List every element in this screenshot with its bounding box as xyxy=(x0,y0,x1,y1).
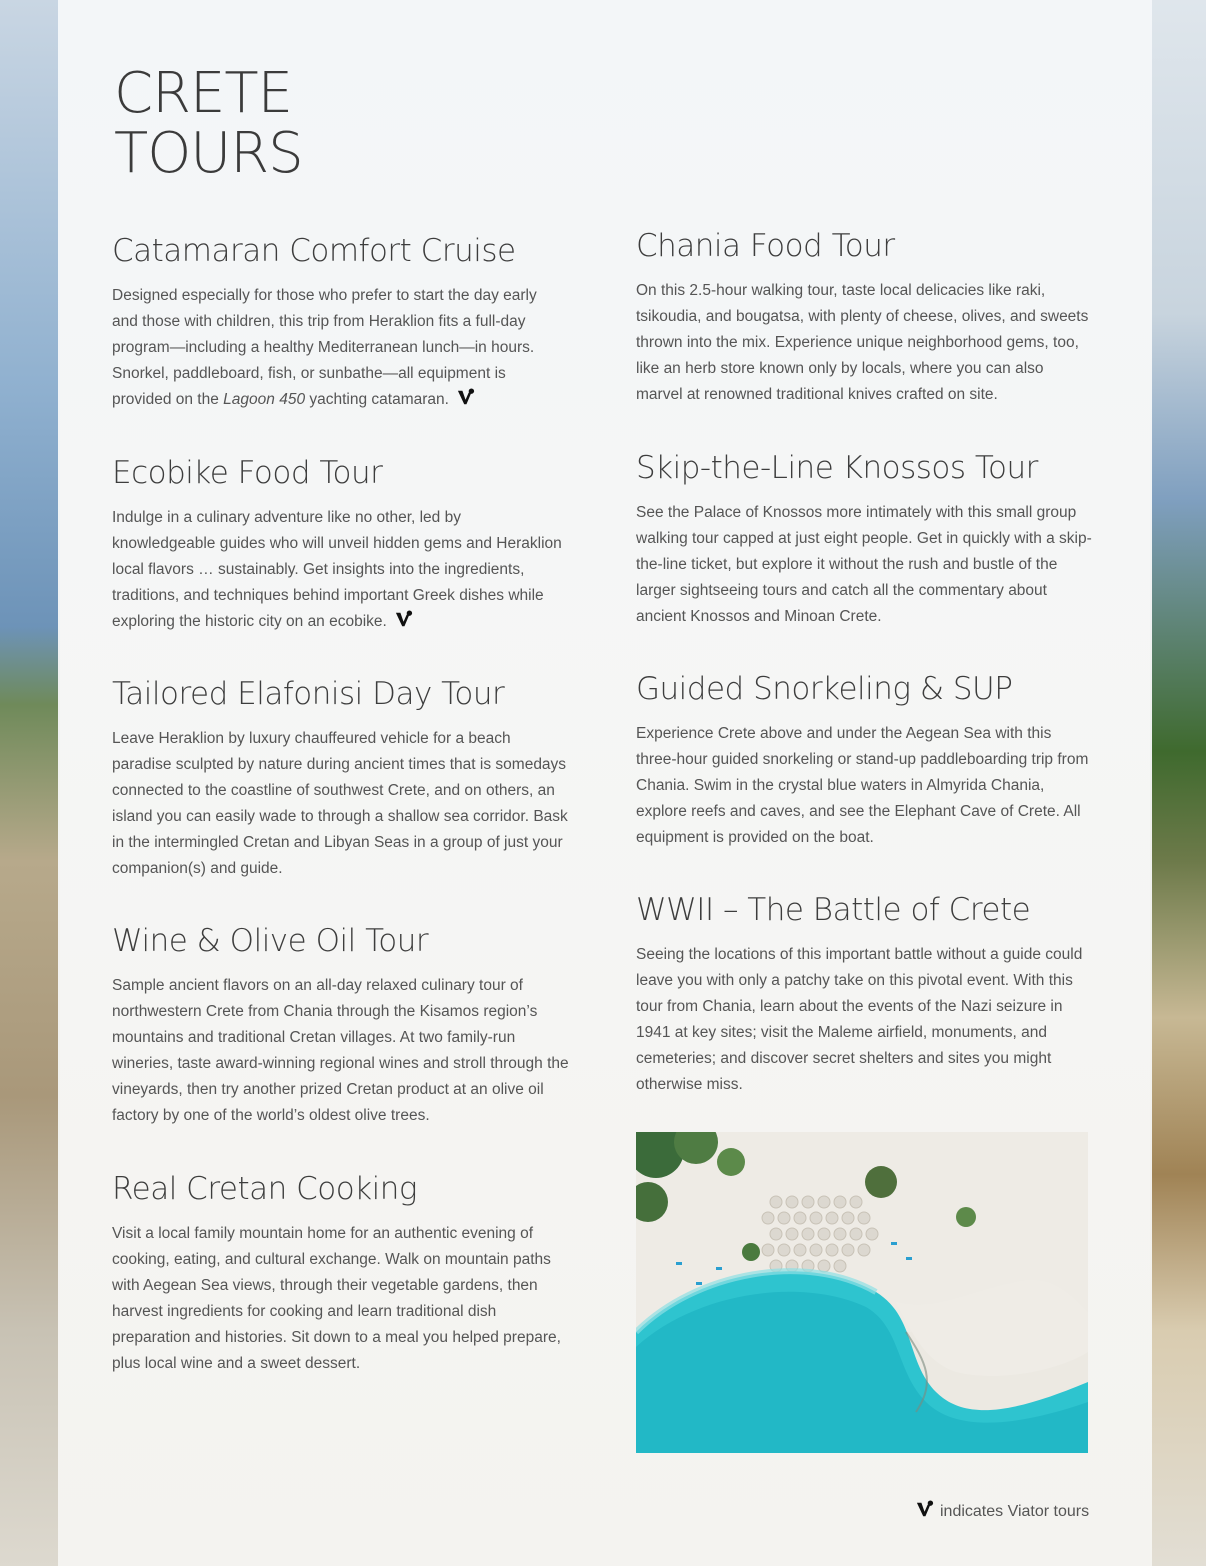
viator-logo-icon xyxy=(395,610,413,628)
background-scenery-left xyxy=(0,0,60,1566)
viator-legend xyxy=(916,1500,1089,1521)
viator-logo-icon xyxy=(916,1500,934,1518)
viator-logo-icon xyxy=(457,388,475,406)
tour-wwii-battle-of-crete xyxy=(636,892,1092,1098)
tour-title: Wine & Olive Oil Tour xyxy=(112,923,429,959)
tour-tailored-elafonisi-day-tour xyxy=(112,676,572,882)
page-title-line1: CRETE xyxy=(114,61,292,126)
legend-text: indicates Viator tours xyxy=(940,1503,1090,1520)
tour-description: Indulge in a culinary adventure like no other, led by knowledgeable guides who will unveil hidden gems and Heraklion local flavors … sustainably. Get insights into the ingredients, traditions, and techniques behind important Greek dishes while exploring the historic city on an ecobike. xyxy=(112,509,562,630)
tour-guided-snorkeling-sup xyxy=(636,671,1092,851)
tour-title: Guided Snorkeling & SUP xyxy=(636,671,1013,707)
tour-title: Tailored Elafonisi Day Tour xyxy=(112,676,505,712)
tour-title: Skip-the-Line Knossos Tour xyxy=(636,450,1038,486)
tour-description: Sample ancient flavors on an all-day relaxed culinary tour of northwestern Crete from Chania through the Kisamos region’s mountains and traditional Cretan villages. At two family-run wineries, taste award-winning regional wines and stroll through the vineyards, then try another prized Cretan product at an olive oil factory by one of the world’s oldest olive trees. xyxy=(112,977,569,1124)
tour-description: See the Palace of Knossos more intimately with this small group walking tour capped at just eight people. Get in quickly with a skip-the-line ticket, but explore it without the rush and bustle of the larger sightseeing tours and catch all the commentary about ancient Knossos and Minoan Crete. xyxy=(636,504,1092,625)
tour-title: Ecobike Food Tour xyxy=(112,455,383,491)
tour-skip-the-line-knossos-tour xyxy=(636,450,1092,630)
tour-description: On this 2.5-hour walking tour, taste local delicacies like raki, tsikoudia, and bougatsa, with plenty of cheese, olives, and sweets thrown into the mix. Experience unique neighborhood gems, too, like an herb store known only by locals, where you can also marvel at renowned traditional knives crafted on site. xyxy=(636,282,1089,403)
beach-illustration xyxy=(636,1132,1088,1453)
tour-title: WWII – The Battle of Crete xyxy=(636,892,1031,928)
tour-wine-olive-oil-tour xyxy=(112,923,572,1129)
boat-name: Lagoon 450 xyxy=(223,391,306,408)
tour-title: Real Cretan Cooking xyxy=(112,1171,418,1207)
background-scenery-right xyxy=(1150,0,1206,1566)
aerial-beach-photo xyxy=(636,1132,1088,1453)
tour-description: Experience Crete above and under the Aegean Sea with this three-hour guided snorkeling or stand-up paddleboarding trip from Chania. Swim in the crystal blue waters in Almyrida Chania, explore reefs and caves, and see the Elephant Cave of Crete. All equipment is provided on the boat. xyxy=(636,725,1089,846)
tour-description: Leave Heraklion by luxury chauffeured vehicle for a beach paradise sculpted by nature during ancient times that is somedays connected to the coastline of southwest Crete, and on others, an island you can easily wade to through a shallow sea corridor. Bask in the intermingled Cretan and Libyan Seas in a group of just your companion(s) and guide. xyxy=(112,730,568,877)
tour-real-cretan-cooking xyxy=(112,1171,562,1377)
tour-description: Seeing the locations of this important battle without a guide could leave you with only a patchy take on this pivotal event. With this tour from Chania, learn about the events of the Nazi seizure in 1941 at key sites; visit the Maleme airfield, monuments, and cemeteries; and discover secret shelters and sites you might otherwise miss. xyxy=(636,946,1083,1093)
page-title-line2: TOURS xyxy=(114,121,303,186)
tour-ecobike-food-tour xyxy=(112,455,567,635)
tour-description: Visit a local family mountain home for an authentic evening of cooking, eating, and cultural exchange. Walk on mountain paths with Aegean Sea views, through their vegetable gardens, then harvest ingredients for cooking and learn traditional dish preparation and histories. Sit down to a meal you helped prepare, plus local wine and a sweet dessert. xyxy=(112,1225,561,1372)
tour-catamaran-comfort-cruise xyxy=(112,233,562,413)
tour-title: Catamaran Comfort Cruise xyxy=(112,233,516,269)
page-title xyxy=(114,61,303,186)
tour-title: Chania Food Tour xyxy=(636,228,895,264)
tour-chania-food-tour xyxy=(636,228,1092,408)
tour-description: Designed especially for those who prefer to start the day early and those with children, this trip from Heraklion fits a full-day program—including a healthy Mediterranean lunch—in hours. Snorkel, paddleboard, fish, or sunbathe—all equipment is provided on the Lagoon 450 yachting catamaran. xyxy=(112,287,537,408)
